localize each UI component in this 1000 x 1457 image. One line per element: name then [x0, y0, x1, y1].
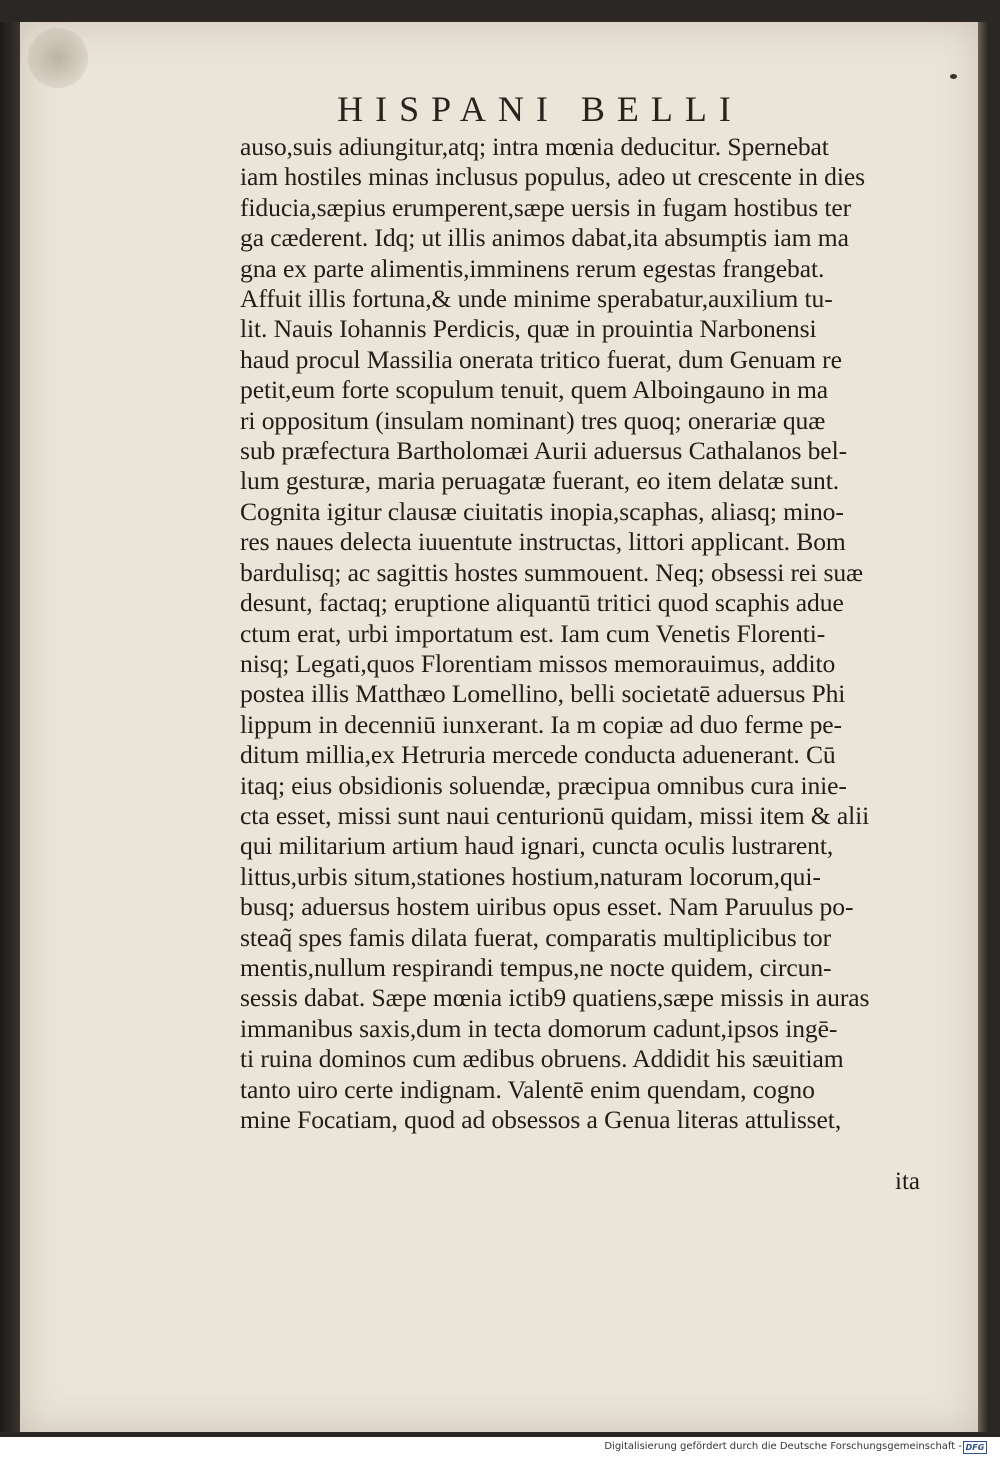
text-line: mine Focatiam, quod ad obsessos a Genua literas attulisset,	[240, 1105, 842, 1134]
text-line: bardulisq; ac sagittis hostes summouent. Neq; obsessi rei suæ	[240, 557, 864, 587]
text-line: immanibus saxis,dum in tecta domorum cadunt,ipsos ingē-	[240, 1013, 838, 1043]
text-line: Cognita igitur clausæ ciuitatis inopia,scaphas, aliasq; mino-	[240, 496, 844, 526]
text-block	[240, 132, 940, 1135]
catchword: ita	[895, 1168, 920, 1195]
text-line: ctum erat, urbi importatum est. Iam cum Venetis Florenti-	[240, 618, 826, 648]
text-line: desunt, factaq; eruptione aliquantū tritici quod scaphis adue	[240, 588, 844, 618]
text-line: ti ruina dominos cum ædibus obruens. Addidit his sæuitiam	[240, 1044, 844, 1074]
text-line: sessis dabat. Sæpe mœnia ictib9 quatiens,sæpe missis in auras	[240, 983, 870, 1013]
ink-dot	[950, 74, 957, 79]
text-line: ga cæderent. Idq; ut illis animos dabat,ita absumptis iam ma	[240, 223, 849, 253]
funding-notice: Digitalisierung gefördert durch die Deutsche Forschungsgemeinschaft -	[604, 1441, 962, 1452]
text-line: lum gesturæ, maria peruagatæ fuerant, eo item delatæ sunt.	[240, 466, 840, 496]
text-line: lippum in decenniū iunxerant. Ia m copiæ ad duo ferme pe-	[240, 709, 842, 739]
text-line: itaq; eius obsidionis soluendæ, præcipua omnibus cura inie-	[240, 770, 847, 800]
text-line: nisq; Legati,quos Florentiam missos memorauimus, addito	[240, 648, 836, 678]
text-line: ditum millia,ex Hetruria mercede conducta aduenerant. Cū	[240, 740, 836, 770]
text-line: auso,suis adiungitur,atq; intra mœnia deducitur. Spernebat	[240, 132, 829, 161]
text-line: iam hostiles minas inclusus populus, adeo ut crescente in dies	[240, 162, 865, 192]
text-line: busq; aduersus hostem uiribus opus esset. Nam Paruulus po-	[240, 892, 854, 922]
text-line: petit,eum forte scopulum tenuit, quem Alboingauno in ma	[240, 375, 829, 405]
text-line: mentis,nullum respirandi tempus,ne nocte quidem, circun-	[240, 952, 832, 982]
text-line: fiducia,sæpius erumperent,sæpe uersis in fugam hostibus ter	[240, 192, 852, 222]
text-line: tanto uiro certe indignam. Valentē enim quendam, cogno	[240, 1074, 815, 1104]
text-line: lit. Nauis Iohannis Perdicis, quæ in prouintia Narbonensi	[240, 314, 817, 344]
page-edge-right	[978, 22, 988, 1432]
running-head: HISPANI BELLI	[337, 89, 743, 129]
page-edge-left	[0, 22, 20, 1432]
text-line: sub præfectura Bartholomæi Aurii aduersus Cathalanos bel-	[240, 436, 848, 466]
text-line: haud procul Massilia onerata tritico fuerat, dum Genuam re	[240, 344, 842, 374]
text-line: postea illis Matthæo Lomellino, belli societatē aduersus Phi	[240, 679, 846, 709]
text-line: littus,urbis situm,stationes hostium,naturam locorum,qui-	[240, 861, 821, 891]
text-line: cta esset, missi sunt naui centurionū quidam, missi item & alii	[240, 800, 870, 830]
text-line: gna ex parte alimentis,imminens rerum egestas frangebat.	[240, 253, 825, 283]
text-line: Affuit illis fortuna,& unde minime sperabatur,auxilium tu-	[240, 284, 833, 314]
text-line: qui militarium artium haud ignari, cuncta oculis lustrarent,	[240, 831, 834, 861]
dfg-logo: DFG	[963, 1441, 987, 1454]
text-line: steaq̃ spes famis dilata fuerat, comparatis multiplicibus tor	[240, 922, 832, 952]
corner-stain	[28, 28, 88, 88]
text-line: ri oppositum (insulam nominant) tres quoq; onerariæ quæ	[240, 405, 826, 435]
text-line: res naues delecta iuuentute instructas, littori applicant. Bom	[240, 527, 846, 557]
